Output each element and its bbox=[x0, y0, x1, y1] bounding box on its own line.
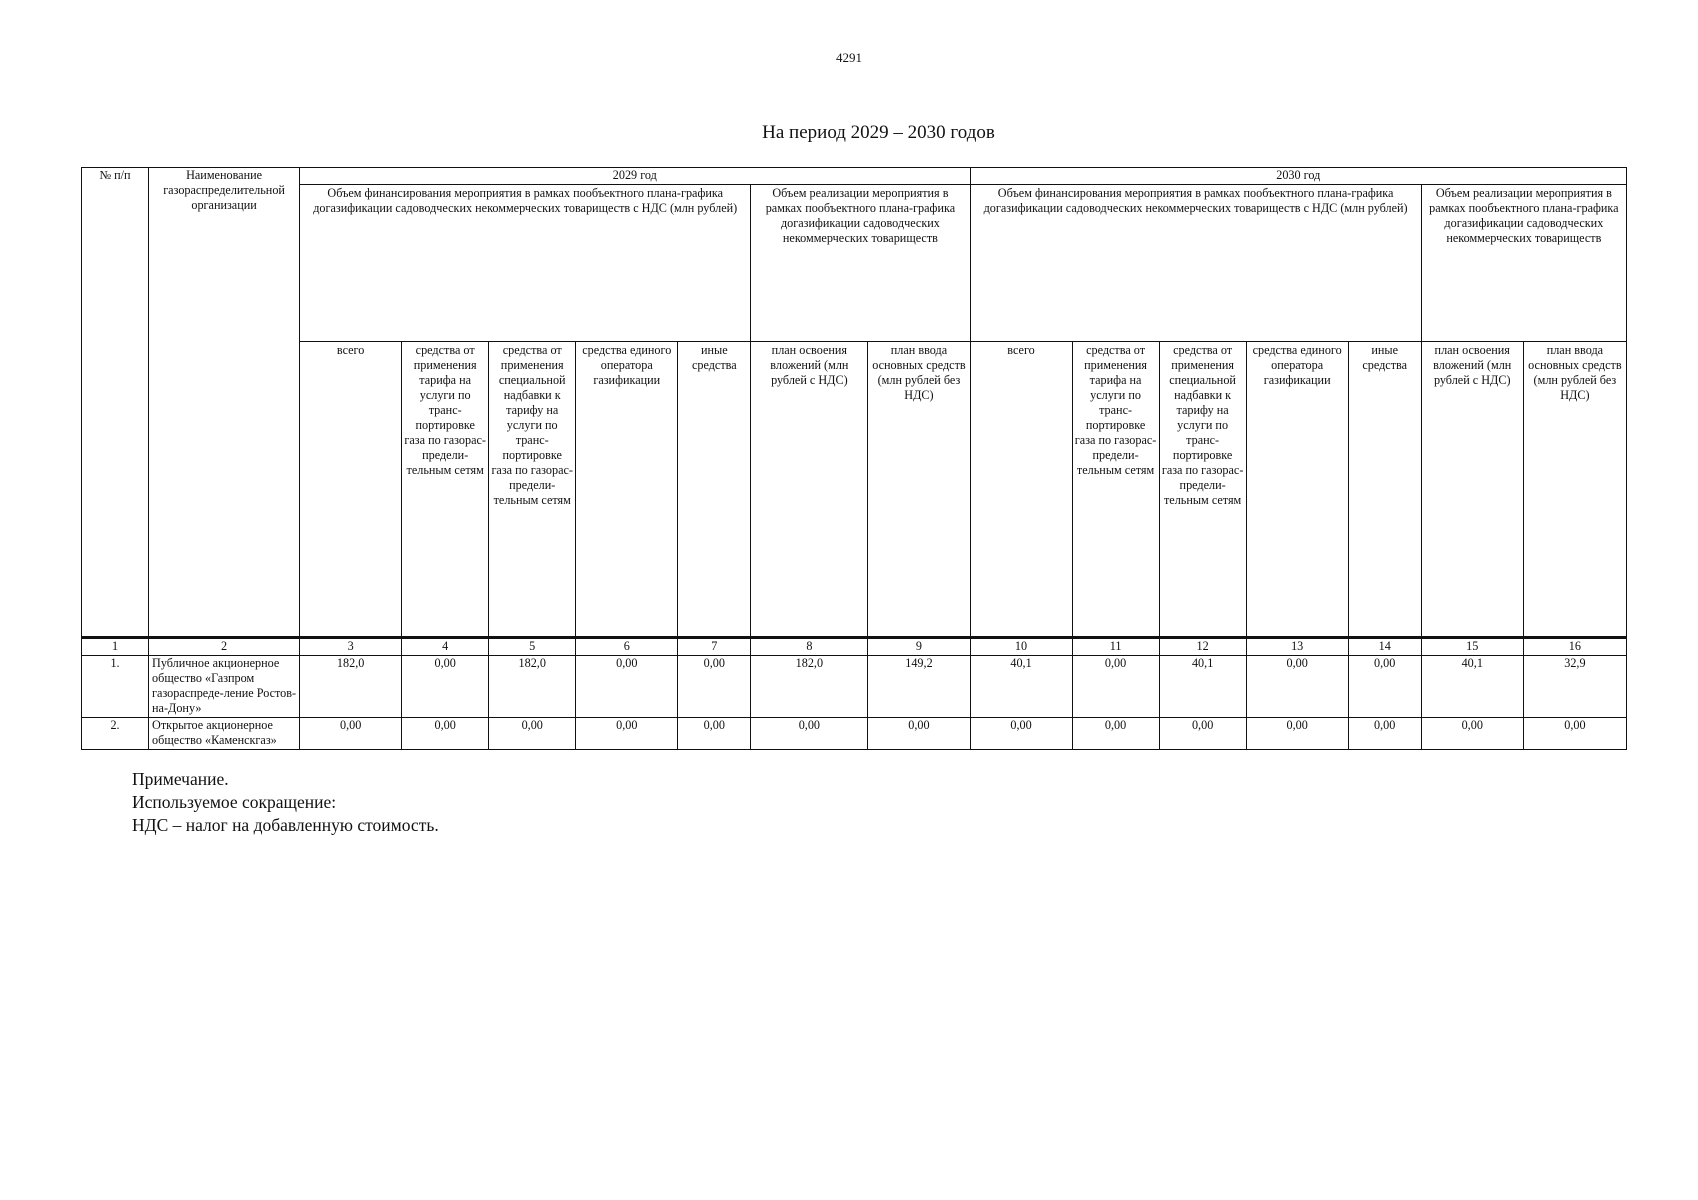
header-surcharge: средства от применения специальной надбавки к тарифу на услуги по транс-портировке газа по газорас-предели-тельным сетям bbox=[489, 342, 576, 638]
value-cell: 182,0 bbox=[751, 656, 868, 718]
header-other: иные средства bbox=[678, 342, 751, 638]
value-cell: 0,00 bbox=[1348, 656, 1421, 718]
column-number: 15 bbox=[1421, 638, 1523, 656]
column-number: 4 bbox=[402, 638, 489, 656]
value-cell: 0,00 bbox=[489, 718, 576, 750]
period-title: На период 2029 – 2030 годов bbox=[762, 122, 995, 143]
header-no: № п/п bbox=[82, 168, 149, 638]
header-total: всего bbox=[970, 342, 1072, 638]
header-funding-2029: Объем финансирования мероприятия в рамках пообъектного плана-графика догазификации садоводческих некоммерческих товариществ с НДС (млн рублей) bbox=[300, 185, 751, 342]
value-cell: 0,00 bbox=[1159, 718, 1246, 750]
column-number: 14 bbox=[1348, 638, 1421, 656]
page-number: 4291 bbox=[836, 50, 862, 65]
column-number: 16 bbox=[1523, 638, 1626, 656]
header-realization-2030: Объем реализации мероприятия в рамках пообъектного плана-графика догазификации садоводческих некоммерческих товариществ bbox=[1421, 185, 1626, 342]
org-name: Публичное акционерное общество «Газпром газораспреде-ление Ростов-на-Дону» bbox=[149, 656, 300, 718]
header-tariff: средства от применения тарифа на услуги по транс-портировке газа по газорас-предели-тельным сетям bbox=[1072, 342, 1159, 638]
column-number-row bbox=[82, 638, 1627, 656]
notes-abbr-vat: НДС – налог на добавленную стоимость. bbox=[132, 815, 439, 835]
value-cell: 0,00 bbox=[1072, 718, 1159, 750]
header-org: Наименование газораспределительной организации bbox=[149, 168, 300, 638]
column-number: 9 bbox=[868, 638, 970, 656]
header-surcharge: средства от применения специальной надбавки к тарифу на услуги по транс-портировке газа по газорас-предели-тельным сетям bbox=[1159, 342, 1246, 638]
column-number: 10 bbox=[970, 638, 1072, 656]
value-cell: 182,0 bbox=[300, 656, 402, 718]
column-number: 3 bbox=[300, 638, 402, 656]
column-number: 2 bbox=[149, 638, 300, 656]
value-cell: 0,00 bbox=[402, 718, 489, 750]
column-number: 5 bbox=[489, 638, 576, 656]
value-cell: 0,00 bbox=[300, 718, 402, 750]
value-cell: 40,1 bbox=[1421, 656, 1523, 718]
value-cell: 40,1 bbox=[1159, 656, 1246, 718]
header-year-2030: 2030 год bbox=[970, 168, 1627, 185]
value-cell: 0,00 bbox=[1072, 656, 1159, 718]
notes-title: Примечание. bbox=[132, 769, 229, 789]
value-cell: 182,0 bbox=[489, 656, 576, 718]
value-cell: 0,00 bbox=[678, 718, 751, 750]
funding-table bbox=[81, 167, 1627, 750]
value-cell: 0,00 bbox=[1246, 656, 1348, 718]
value-cell: 0,00 bbox=[970, 718, 1072, 750]
value-cell: 0,00 bbox=[576, 656, 678, 718]
notes-abbr-label: Используемое сокращение: bbox=[132, 792, 337, 812]
column-number: 11 bbox=[1072, 638, 1159, 656]
header-operator: средства единого оператора газификации bbox=[1246, 342, 1348, 638]
value-cell: 0,00 bbox=[751, 718, 868, 750]
value-cell: 149,2 bbox=[868, 656, 970, 718]
value-cell: 0,00 bbox=[678, 656, 751, 718]
header-row-groups bbox=[82, 185, 1627, 342]
header-year-2029: 2029 год bbox=[300, 168, 970, 185]
header-row-sub bbox=[82, 342, 1627, 638]
value-cell: 0,00 bbox=[868, 718, 970, 750]
header-plan-assets: план ввода основных средств (млн рублей без НДС) bbox=[1523, 342, 1626, 638]
value-cell: 0,00 bbox=[1246, 718, 1348, 750]
header-funding-2030: Объем финансирования мероприятия в рамках пообъектного плана-графика догазификации садоводческих некоммерческих товариществ с НДС (млн рублей) bbox=[970, 185, 1421, 342]
value-cell: 32,9 bbox=[1523, 656, 1626, 718]
value-cell: 0,00 bbox=[1523, 718, 1626, 750]
header-tariff: средства от применения тарифа на услуги по транс-портировке газа по газорас-предели-тельным сетям bbox=[402, 342, 489, 638]
header-total: всего bbox=[300, 342, 402, 638]
header-plan-invest: план освоения вложений (млн рублей с НДС) bbox=[751, 342, 868, 638]
header-other: иные средства bbox=[1348, 342, 1421, 638]
column-number: 1 bbox=[82, 638, 149, 656]
table-row bbox=[82, 656, 1627, 718]
row-number: 2. bbox=[82, 718, 149, 750]
value-cell: 0,00 bbox=[1421, 718, 1523, 750]
column-number: 6 bbox=[576, 638, 678, 656]
table-row bbox=[82, 718, 1627, 750]
column-number: 13 bbox=[1246, 638, 1348, 656]
value-cell: 0,00 bbox=[402, 656, 489, 718]
column-number: 12 bbox=[1159, 638, 1246, 656]
row-number: 1. bbox=[82, 656, 149, 718]
org-name: Открытое акционерное общество «Каменскгаз» bbox=[149, 718, 300, 750]
header-operator: средства единого оператора газификации bbox=[576, 342, 678, 638]
notes bbox=[132, 768, 439, 837]
column-number: 7 bbox=[678, 638, 751, 656]
value-cell: 0,00 bbox=[1348, 718, 1421, 750]
column-number: 8 bbox=[751, 638, 868, 656]
header-row-years bbox=[82, 168, 1627, 185]
header-plan-assets: план ввода основных средств (млн рублей без НДС) bbox=[868, 342, 970, 638]
value-cell: 0,00 bbox=[576, 718, 678, 750]
value-cell: 40,1 bbox=[970, 656, 1072, 718]
header-realization-2029: Объем реализации мероприятия в рамках пообъектного плана-графика догазификации садоводческих некоммерческих товариществ bbox=[751, 185, 970, 342]
header-plan-invest: план освоения вложений (млн рублей с НДС) bbox=[1421, 342, 1523, 638]
